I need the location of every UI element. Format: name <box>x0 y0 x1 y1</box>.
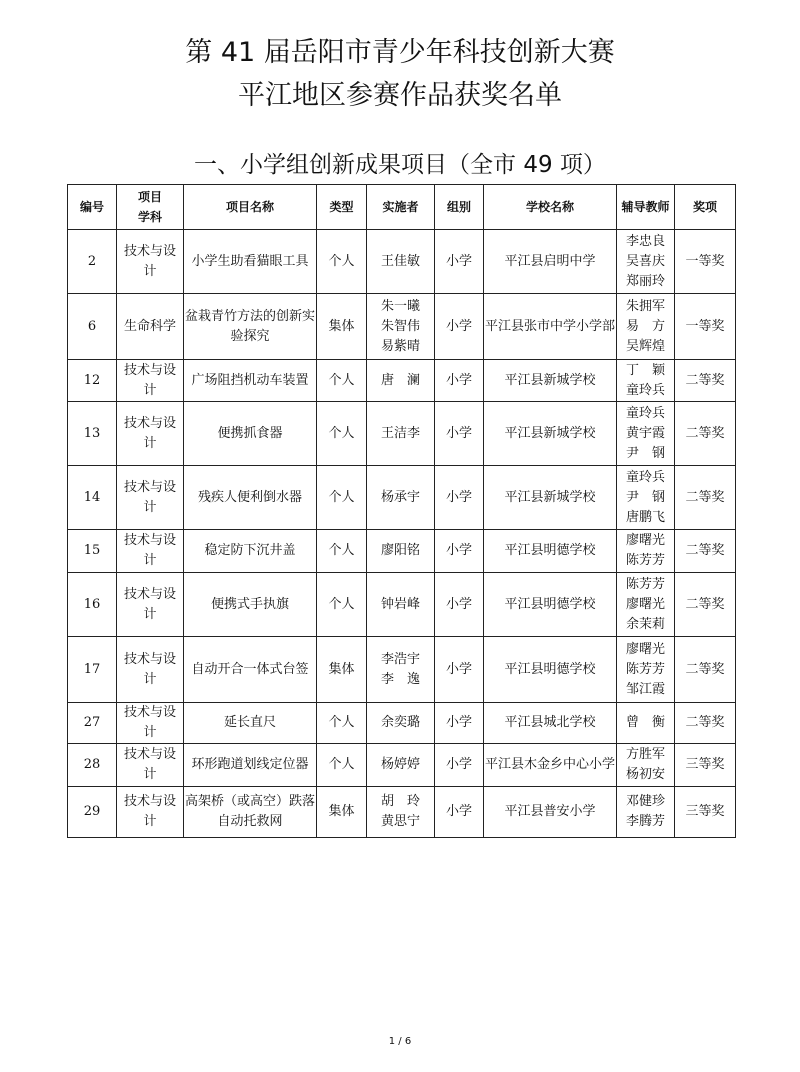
cell-number: 17 <box>68 637 117 703</box>
cell-project-name: 环形跑道划线定位器 <box>184 744 317 787</box>
cell-number: 28 <box>68 744 117 787</box>
cell-discipline: 生命科学 <box>117 294 184 360</box>
table-row <box>68 787 736 838</box>
cell-type: 个人 <box>317 744 367 787</box>
cell-award: 二等奖 <box>675 530 736 573</box>
table-row <box>68 466 736 530</box>
cell-discipline: 技术与设计 <box>117 703 184 744</box>
document-title-line1: 第 41 届岳阳市青少年科技创新大赛 <box>185 37 615 68</box>
cell-award: 三等奖 <box>675 787 736 838</box>
cell-implementer: 王佳敏 <box>367 230 435 294</box>
cell-discipline: 技术与设计 <box>117 402 184 466</box>
cell-group: 小学 <box>435 787 484 838</box>
table-row <box>68 744 736 787</box>
cell-award: 一等奖 <box>675 294 736 360</box>
col-header-implementer: 实施者 <box>367 185 435 230</box>
cell-type: 个人 <box>317 466 367 530</box>
cell-group: 小学 <box>435 360 484 402</box>
cell-type: 个人 <box>317 360 367 402</box>
cell-award: 二等奖 <box>675 637 736 703</box>
cell-school: 平江县新城学校 <box>484 360 617 402</box>
cell-school: 平江县明德学校 <box>484 530 617 573</box>
cell-group: 小学 <box>435 637 484 703</box>
cell-group: 小学 <box>435 294 484 360</box>
cell-mentor: 陈芳芳 廖曙光 余茉莉 <box>617 573 675 637</box>
cell-project-name: 便携式手执旗 <box>184 573 317 637</box>
cell-implementer: 杨承宇 <box>367 466 435 530</box>
cell-group: 小学 <box>435 530 484 573</box>
cell-project-name: 高架桥（或高空）跌落自动托救网 <box>184 787 317 838</box>
cell-number: 16 <box>68 573 117 637</box>
cell-type: 集体 <box>317 637 367 703</box>
cell-discipline: 技术与设计 <box>117 530 184 573</box>
cell-discipline: 技术与设计 <box>117 573 184 637</box>
cell-discipline: 技术与设计 <box>117 360 184 402</box>
cell-implementer: 唐 澜 <box>367 360 435 402</box>
cell-group: 小学 <box>435 230 484 294</box>
cell-mentor: 朱拥军 易 方 吴辉煌 <box>617 294 675 360</box>
cell-school: 平江县明德学校 <box>484 637 617 703</box>
cell-number: 29 <box>68 787 117 838</box>
cell-award: 三等奖 <box>675 744 736 787</box>
cell-type: 个人 <box>317 703 367 744</box>
cell-school: 平江县城北学校 <box>484 703 617 744</box>
document-title-line2: 平江地区参赛作品获奖名单 <box>238 80 562 111</box>
table-row <box>68 402 736 466</box>
cell-number: 14 <box>68 466 117 530</box>
col-header-number: 编号 <box>68 185 117 230</box>
cell-project-name: 自动开合一体式台签 <box>184 637 317 703</box>
cell-discipline: 技术与设计 <box>117 466 184 530</box>
table-header-row <box>68 185 736 230</box>
cell-project-name: 便携抓食器 <box>184 402 317 466</box>
cell-number: 27 <box>68 703 117 744</box>
cell-group: 小学 <box>435 466 484 530</box>
table-row <box>68 703 736 744</box>
cell-project-name: 盆栽青竹方法的创新实验探究 <box>184 294 317 360</box>
cell-award: 一等奖 <box>675 230 736 294</box>
awards-table <box>67 184 736 838</box>
cell-implementer: 胡 玲 黄思宁 <box>367 787 435 838</box>
cell-type: 集体 <box>317 787 367 838</box>
cell-discipline: 技术与设计 <box>117 744 184 787</box>
table-row <box>68 637 736 703</box>
cell-school: 平江县明德学校 <box>484 573 617 637</box>
cell-mentor: 廖曙光 陈芳芳 <box>617 530 675 573</box>
cell-project-name: 延长直尺 <box>184 703 317 744</box>
cell-project-name: 广场阻挡机动车装置 <box>184 360 317 402</box>
cell-project-name: 稳定防下沉井盖 <box>184 530 317 573</box>
cell-mentor: 童玲兵 尹 钢 唐鹏飞 <box>617 466 675 530</box>
cell-mentor: 丁 颖 童玲兵 <box>617 360 675 402</box>
cell-award: 二等奖 <box>675 402 736 466</box>
cell-number: 12 <box>68 360 117 402</box>
cell-discipline: 技术与设计 <box>117 787 184 838</box>
cell-group: 小学 <box>435 402 484 466</box>
cell-number: 6 <box>68 294 117 360</box>
cell-implementer: 杨婷婷 <box>367 744 435 787</box>
cell-school: 平江县启明中学 <box>484 230 617 294</box>
cell-school: 平江县木金乡中心小学 <box>484 744 617 787</box>
cell-implementer: 余奕璐 <box>367 703 435 744</box>
cell-mentor: 方胜军 杨初安 <box>617 744 675 787</box>
cell-mentor: 廖曙光 陈芳芳 邹江霞 <box>617 637 675 703</box>
cell-implementer: 廖阳铭 <box>367 530 435 573</box>
cell-discipline: 技术与设计 <box>117 230 184 294</box>
cell-number: 13 <box>68 402 117 466</box>
cell-number: 15 <box>68 530 117 573</box>
cell-mentor: 邓健珍 李腾芳 <box>617 787 675 838</box>
col-header-type: 类型 <box>317 185 367 230</box>
cell-type: 个人 <box>317 402 367 466</box>
page-number: 1 / 6 <box>388 1036 412 1047</box>
cell-school: 平江县普安小学 <box>484 787 617 838</box>
cell-type: 个人 <box>317 530 367 573</box>
cell-number: 2 <box>68 230 117 294</box>
cell-implementer: 朱一曦 朱智伟 易紫晴 <box>367 294 435 360</box>
cell-implementer: 李浩宇 李 逸 <box>367 637 435 703</box>
cell-mentor: 李忠良 吴喜庆 郑丽玲 <box>617 230 675 294</box>
table-row <box>68 573 736 637</box>
section-heading: 一、小学组创新成果项目（全市 49 项） <box>194 152 606 178</box>
cell-school: 平江县新城学校 <box>484 402 617 466</box>
cell-implementer: 王洁李 <box>367 402 435 466</box>
col-header-mentor: 辅导教师 <box>617 185 675 230</box>
cell-mentor: 曾 衡 <box>617 703 675 744</box>
cell-group: 小学 <box>435 703 484 744</box>
cell-type: 个人 <box>317 230 367 294</box>
cell-award: 二等奖 <box>675 466 736 530</box>
col-header-discipline: 项目 学科 <box>117 185 184 230</box>
col-header-school: 学校名称 <box>484 185 617 230</box>
cell-school: 平江县张市中学小学部 <box>484 294 617 360</box>
cell-award: 二等奖 <box>675 703 736 744</box>
cell-group: 小学 <box>435 573 484 637</box>
cell-discipline: 技术与设计 <box>117 637 184 703</box>
table-row <box>68 530 736 573</box>
cell-award: 二等奖 <box>675 573 736 637</box>
cell-type: 集体 <box>317 294 367 360</box>
cell-school: 平江县新城学校 <box>484 466 617 530</box>
table-row <box>68 360 736 402</box>
cell-award: 二等奖 <box>675 360 736 402</box>
cell-project-name: 小学生助看猫眼工具 <box>184 230 317 294</box>
table-row <box>68 230 736 294</box>
table-row <box>68 294 736 360</box>
cell-group: 小学 <box>435 744 484 787</box>
cell-implementer: 钟岩峰 <box>367 573 435 637</box>
col-header-group: 组别 <box>435 185 484 230</box>
cell-project-name: 残疾人便利倒水器 <box>184 466 317 530</box>
col-header-award: 奖项 <box>675 185 736 230</box>
cell-mentor: 童玲兵 黄宇霞 尹 钢 <box>617 402 675 466</box>
cell-type: 个人 <box>317 573 367 637</box>
col-header-project-name: 项目名称 <box>184 185 317 230</box>
